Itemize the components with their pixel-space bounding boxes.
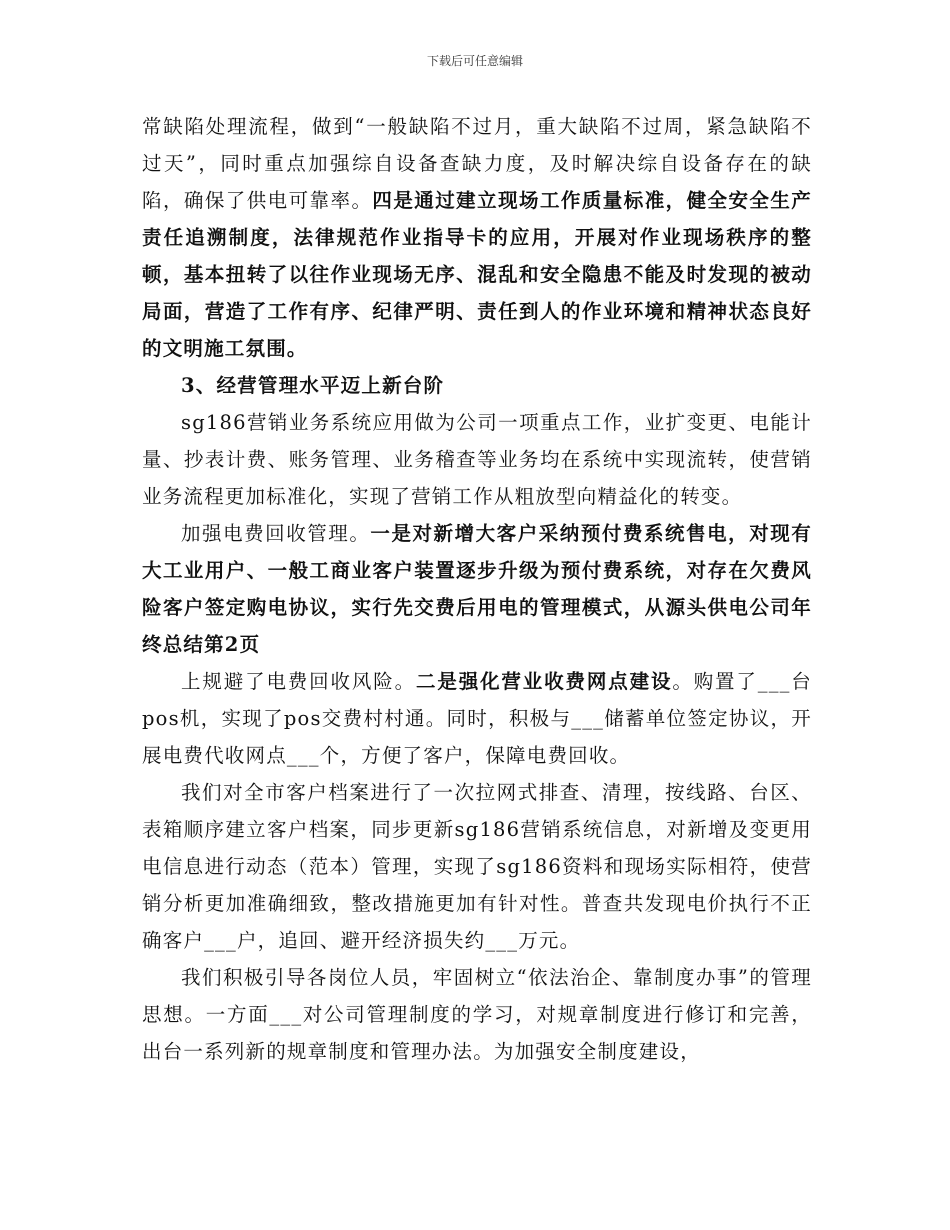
section-heading-3: 3、经营管理水平迈上新台阶 xyxy=(181,374,445,397)
paragraph-4-text-b: 。购置了___台pos机，实现了pos交费村村通。同时，积极与___储蓄单位签定协议，开展电费代收网点___个，方便了客户，保障电费回收。 xyxy=(142,670,812,767)
paragraph-4-text-a: 上规避了电费回收风险。 xyxy=(181,670,416,693)
paragraph-4 xyxy=(142,663,812,774)
paragraph-3-bold: 一是对新增大客户采纳预付费系统售电，对现有大工业用户、一般工商业客户装置逐步升级为预付费系统，对存在欠费风险客户签定购电协议，实行先交费后用电的管理模式，从源头供电公司年终总结第2页 xyxy=(142,522,812,656)
document-body xyxy=(142,108,812,1070)
page-header: 下载后可任意编辑 xyxy=(426,54,523,68)
paragraph-2: sg186营销业务系统应用做为公司一项重点工作，业扩变更、电能计量、抄表计费、账务管理、业务稽查等业务均在系统中实现流转，使营销业务流程更加标准化，实现了营销工作从粗放型向精益化的转变。 xyxy=(142,411,812,508)
paragraph-6: 我们积极引导各岗位人员，牢固树立“依法治企、靠制度办事”的管理思想。一方面___对公司管理制度的学习，对规章制度进行修订和完善，出台一系列新的规章制度和管理办法。为加强安全制度建设， xyxy=(142,966,812,1063)
paragraph-3 xyxy=(142,515,812,663)
paragraph-1-bold: 四是通过建立现场工作质量标准，健全安全生产责任追溯制度，法律规范作业指导卡的应用，开展对作业现场秩序的整顿，基本扭转了以往作业现场无序、混乱和安全隐患不能及时发现的被动局面，营造了工作有序、纪律严明、责任到人的作业环境和精神状态良好的文明施工氛围。 xyxy=(142,189,813,360)
paragraph-1-text: 常缺陷处理流程，做到“一般缺陷不过月，重大缺陷不过周，紧急缺陷不过天”，同时重点加强综自设备查缺力度，及时解决综自设备存在的缺陷，确保了供电可靠率。 xyxy=(142,115,812,212)
paragraph-5: 我们对全市客户档案进行了一次拉网式排查、清理，按线路、台区、表箱顺序建立客户档案，同步更新sg186营销系统信息，对新增及变更用电信息进行动态（范本）管理，实现了sg186资料和现场实际相符，使营销分析更加准确细致，整改措施更加有针对性。普查共发现电价执行不正确客户___户，追回、避开经济损失约___万元。 xyxy=(142,781,812,952)
paragraph-4-bold: 二是强化营业收费网点建设 xyxy=(415,670,673,693)
paragraph-3-text: 加强电费回收管理。 xyxy=(181,522,371,545)
paragraph-1 xyxy=(142,108,812,367)
